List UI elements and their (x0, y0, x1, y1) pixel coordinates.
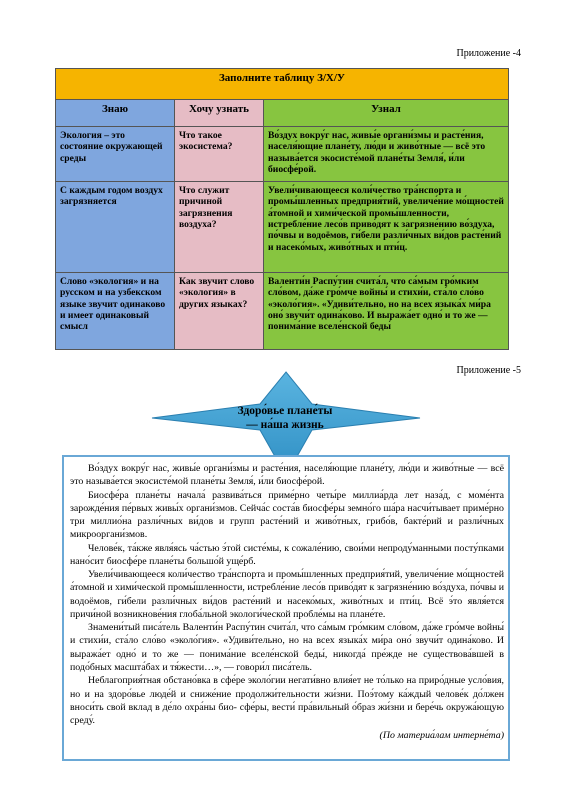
cell-want: Что служит причиной загрязнения воздуха? (175, 182, 264, 273)
paragraph: Во́здух вокру́г нас, живы́е органи́змы и расте́ния, населя́ющие плане́ту, лю́ди и живо́тные — всё это называ́ется экосисте́мой плане́ты Земля́, и́ли биосфе́рой. (70, 463, 504, 488)
star-title (200, 404, 370, 433)
cell-know: Экология – это состояние окружающей среды (56, 127, 175, 182)
table-row (56, 182, 509, 273)
cell-want: Как звучит слово «экология» в других языках? (175, 273, 264, 350)
paragraph: Знамени́тый писа́тель Валенти́н Распу́тин счита́л, что са́мым гро́мким сло́вом, да́же гро́мче войны́ и стихи́и, ста́ло сло́во «эколо́гия». «Удиви́тельно, но на всех языка́х ми́ра оно́ звучи́т одина́ково. И выража́ет одно́ и то же — понима́ние вселе́нской беды́, никогда́ пре́жде не существова́вшей в подо́бных масшта́бах и тя́жести…», — говори́л писа́тель. (70, 622, 504, 673)
article-text (70, 462, 504, 743)
star-title-line1: Здоро́вье плане́ты (237, 405, 333, 417)
header-know: Знаю (56, 100, 175, 127)
cell-know: Слово «экология» и на русском и на узбекском языке звучит одинаково и имеет одинаковый смысл (56, 273, 175, 350)
cell-learned: Во́здух вокру́г нас, живы́е органи́змы и расте́ния, населя́ющие плане́ту, лю́ди и живо́тные — всё это называ́ется экосисте́мой плане́ты Земля́, и́ли биосфе́рой. (264, 127, 509, 182)
table-row (56, 127, 509, 182)
kwl-table (55, 68, 509, 350)
star-title-line2: — на́ша жизнь (246, 419, 324, 432)
article-source: (По материа́лам интерне́та) (379, 730, 504, 742)
appendix-5-label: Приложение -5 (456, 365, 521, 376)
cell-know: С каждым годом воздух загрязняется (56, 182, 175, 273)
cell-want: Что такое экосистема? (175, 127, 264, 182)
paragraph: Биосфе́ра плане́ты начала́ развива́ться приме́рно четы́ре миллиа́рда лет наза́д, с моме́нта зарожде́ния пе́рвых живы́х органи́змов. Сейча́с соста́в биосфе́ры земно́го ша́ра насчи́тывает приме́рно три миллио́на разли́чных ви́дов и групп расте́ний и живо́тных, грибо́в, бакте́рий и разли́чных микрооргани́змов. (70, 489, 504, 541)
cell-learned: Валенти́н Распу́тин счита́л, что са́мым гро́мким сло́вом, да́же гро́мче войны́ и стихи́и, ста́ло сло́во «эколо́гия». «Удиви́тельно, но на всех языка́х ми́ра оно́ звучи́т одина́ково. И выража́ет одно́ и то же — понима́ние вселе́нской беды́ (264, 273, 509, 350)
header-want: Хочу узнать (175, 100, 264, 127)
appendix-4-label: Приложение -4 (456, 48, 521, 59)
header-learned: Узнал (264, 100, 509, 127)
paragraph: Увели́чивающееся коли́чество тра́нспорта и промы́шленных предприя́тий, увеличе́ние мо́щностей а́томной и хими́ческой промы́шленности, истребле́ние лесо́в приво́дят к загрязне́нию во́здуха, по́чвы и водоёмов, ги́бели разли́чных ви́дов расте́ний и насеко́мых, живо́тных и пти́ц. Всё э́то явля́ется причи́ной возникнове́ния глоба́льной экологи́ческой пробле́мы на плане́те. (70, 569, 504, 620)
cell-learned: Увели́чивающееся коли́чество тра́нспорта и промы́шленных предприя́тий, увеличе́ние мо́щностей а́томной и хими́ческой промы́шленности, истребле́ние лесо́в приво́дят к загрязне́нию во́здуха, по́чвы и водоёмов, ги́бели разли́чных ви́дов расте́ний и насеко́мых, живо́тных и пти́ц. (264, 182, 509, 273)
table-title: Заполните таблицу З/Х/У (56, 69, 509, 100)
paragraph: Неблагоприя́тная обстано́вка в сфе́ре эколо́гии негати́вно влия́ет не то́лько на приро́дные усло́вия, но и на здоро́вье люде́й и сниже́ние продолжи́тельности жи́зни. Поэ́тому ка́ждый челове́к до́лжен вноси́ть свой вклад в де́ло охра́ны био- сфе́ры, вести́ пра́вильный о́браз жи́зни и бере́чь окружа́ющую среду́. (70, 675, 504, 727)
paragraph: Челове́к, та́кже явля́ясь ча́стью э́той систе́мы, к сожале́нию, свои́ми непроду́манными посту́пками нано́сит биосфе́ре плане́ты большо́й уще́рб. (70, 542, 504, 567)
table-row (56, 273, 509, 350)
